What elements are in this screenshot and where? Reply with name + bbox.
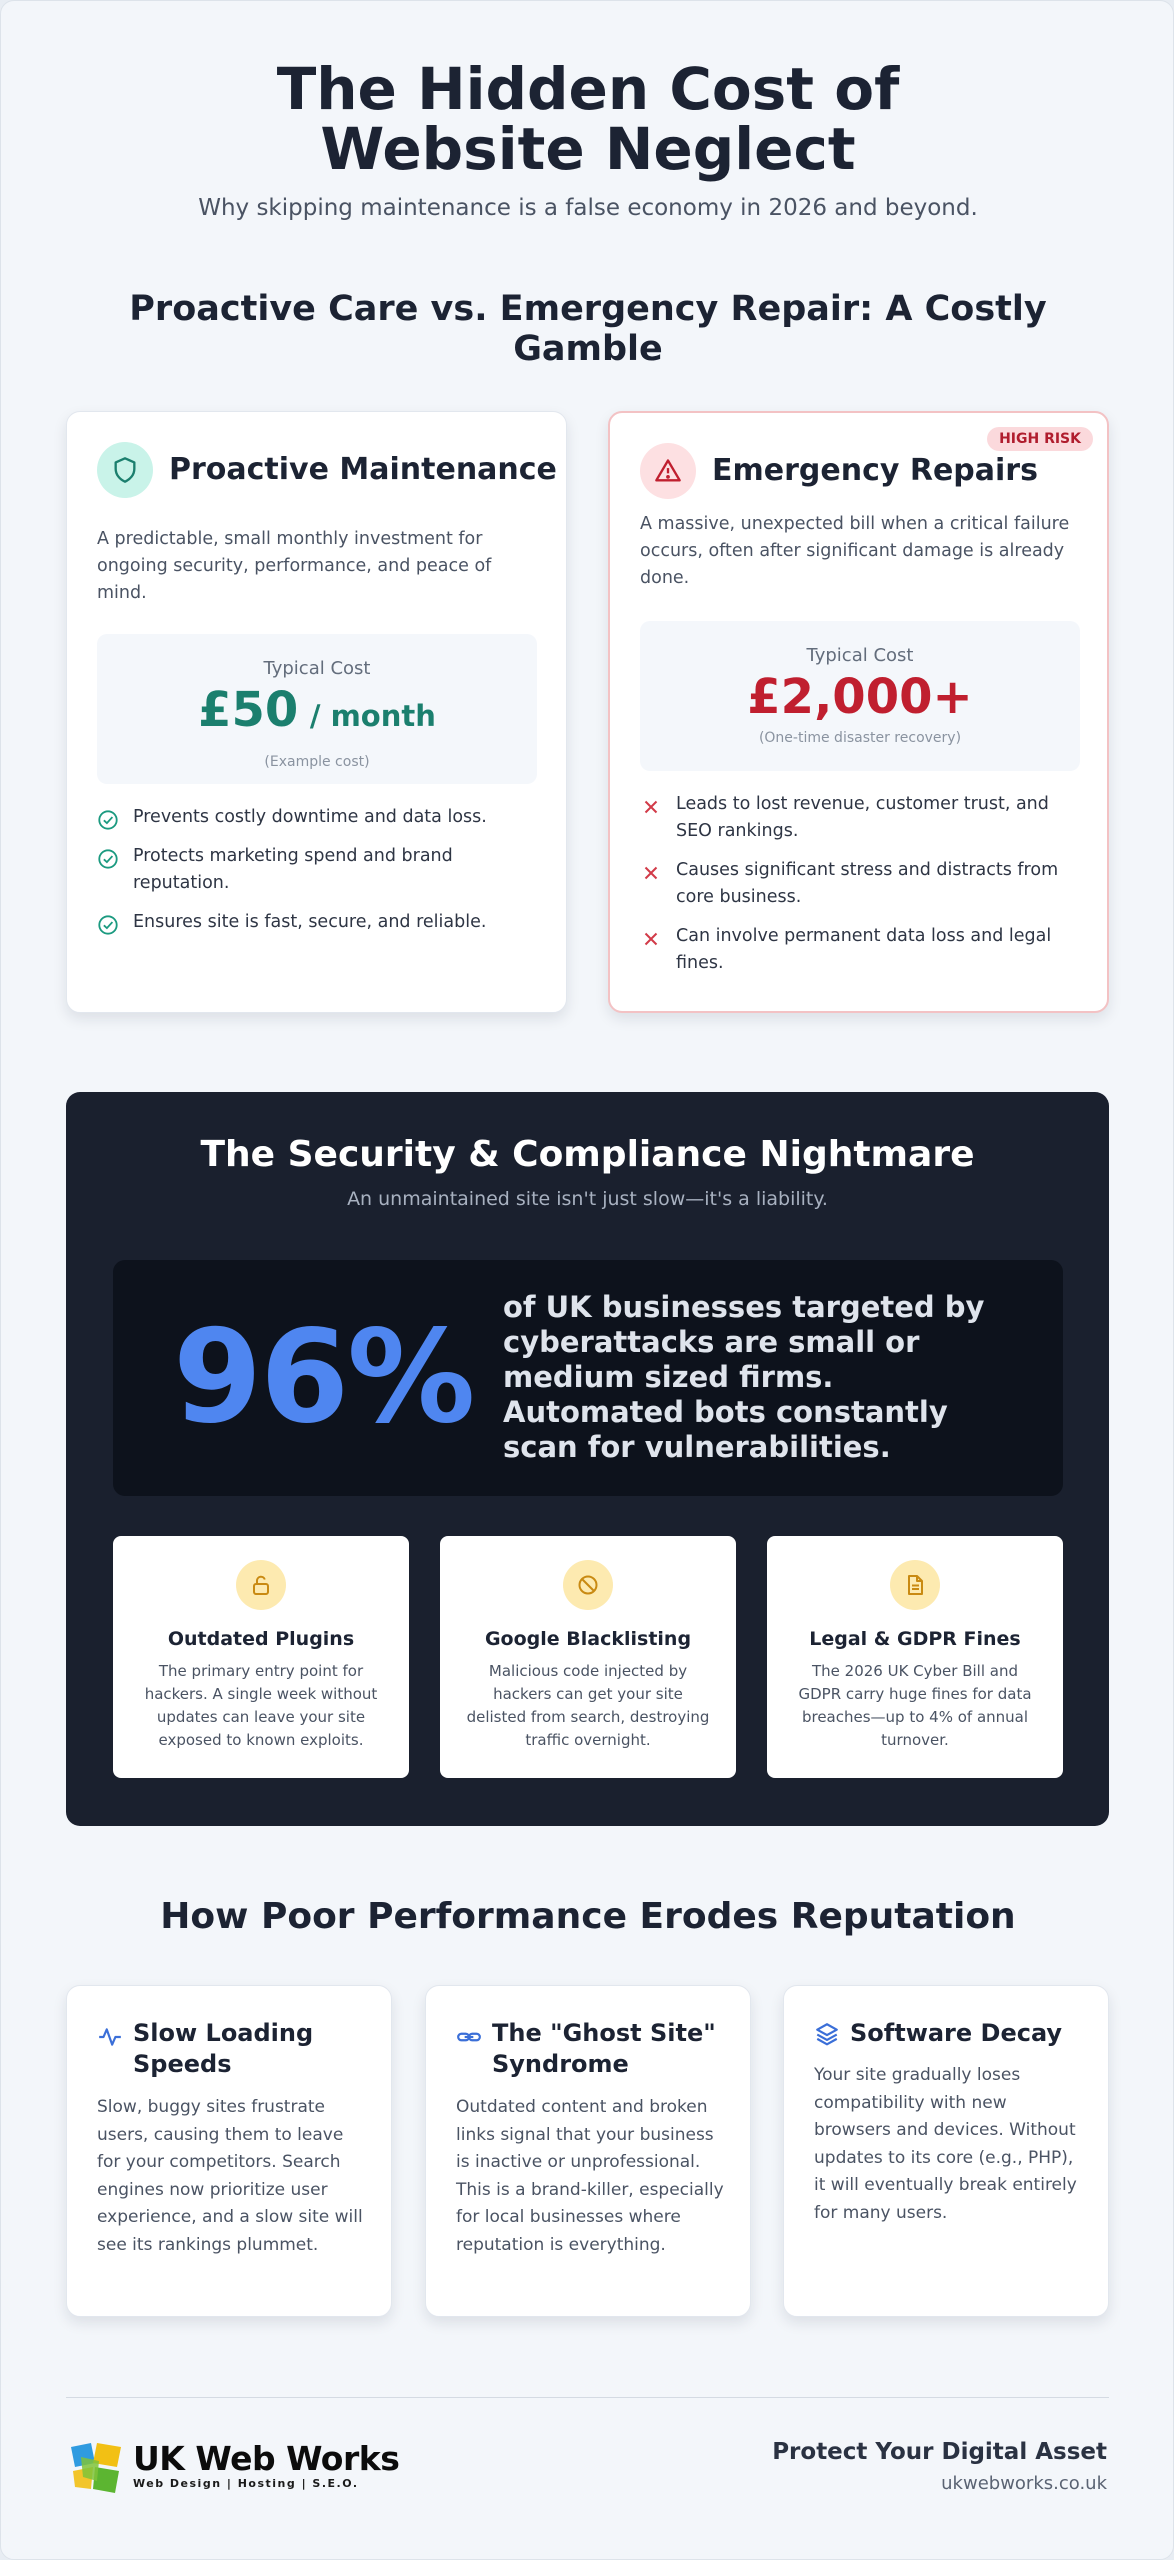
emergency-cost-box (640, 621, 1080, 771)
perf-card-slow-loading (66, 1985, 392, 2317)
perf-card-text: Outdated content and broken links signal that your business is inactive or unprofessional. This is a brand-killer, especially for local businesses where reputation is everything. (456, 2097, 724, 2255)
risk-card-legal-gdpr-fines (767, 1536, 1063, 1778)
warning-icon (640, 443, 696, 499)
logo-mark-icon (69, 2441, 125, 2495)
cost-note: (Example cost) (264, 754, 370, 770)
blocked-icon (563, 1560, 613, 1610)
proactive-cost-value (97, 683, 537, 748)
cost-period: / month (309, 699, 436, 733)
emergency-repairs-card (608, 411, 1109, 1013)
cost-amount: £50 (198, 682, 299, 738)
stat-text: of UK businesses targeted by cyberattacks are small or medium sized firms. Automated bots constantly scan for vulnerabilities. (503, 1290, 985, 1464)
proactive-card-header (97, 442, 557, 498)
perf-card-title: Slow Loading Speeds (133, 2019, 314, 2078)
check-circle-icon (97, 914, 119, 936)
perf-card-header (456, 2018, 750, 2080)
stat-value: 96% (173, 1303, 474, 1452)
risk-card-google-blacklisting (440, 1536, 736, 1778)
list-item (97, 843, 547, 897)
hero (1, 55, 1174, 221)
x-icon (640, 862, 662, 884)
activity-pulse-icon (97, 2024, 123, 2050)
cost-note: (One-time disaster recovery) (758, 730, 962, 746)
emergency-risk-list (640, 791, 1090, 989)
proactive-card-description: A predictable, small monthly investment for ongoing security, performance, and peace of mind. (97, 529, 492, 603)
footer-heading: Protect Your Digital Asset (772, 2439, 1107, 2465)
perf-card-header (814, 2018, 1062, 2049)
check-circle-icon (97, 809, 119, 831)
logo-text (133, 2441, 399, 2490)
emergency-card-header (640, 443, 1038, 499)
perf-card-ghost-site (425, 1985, 751, 2317)
comparison-title: Proactive Care vs. Emergency Repair: A Costly Gamble (129, 289, 1047, 369)
list-item-text: Causes significant stress and distracts from core business. (676, 860, 1059, 907)
footer-divider (66, 2397, 1109, 2398)
shield-icon (97, 442, 153, 498)
risk-text: Malicious code injected by hackers can get your site delisted from search, destroying traffic overnight. (466, 1662, 710, 1749)
unlocked-padlock-icon (236, 1560, 286, 1610)
security-title: The Security & Compliance Nightmare (200, 1134, 975, 1175)
risk-title: Outdated Plugins (167, 1628, 355, 1650)
stat-callout (113, 1260, 1063, 1496)
list-item (640, 857, 1090, 911)
proactive-maintenance-card (66, 411, 567, 1013)
page-subtitle: Why skipping maintenance is a false economy in 2026 and beyond. (198, 195, 978, 221)
proactive-benefit-list (97, 804, 547, 948)
perf-card-text: Slow, buggy sites frustrate users, causing them to leave for your competitors. Search engines now prioritize user experience, and a slow site will see its rankings plummet. (97, 2097, 363, 2255)
check-circle-icon (97, 848, 119, 870)
list-item (97, 909, 547, 936)
perf-card-software-decay (783, 1985, 1109, 2317)
risk-text: The primary entry point for hackers. A single week without updates can leave your site exposed to known exploits. (144, 1662, 378, 1749)
security-section (66, 1092, 1109, 1826)
risk-card-outdated-plugins (113, 1536, 409, 1778)
list-item (640, 923, 1090, 977)
footer-cta (772, 2439, 1107, 2494)
x-icon (640, 796, 662, 818)
security-subtitle: An unmaintained site isn't just slow—it's a liability. (347, 1188, 828, 1210)
list-item-text: Protects marketing spend and brand reputation. (133, 846, 453, 893)
proactive-card-title: Proactive Maintenance (169, 452, 557, 487)
risk-title: Legal & GDPR Fines (809, 1628, 1021, 1650)
layers-icon (814, 2019, 840, 2049)
perf-card-title: The "Ghost Site" Syndrome (492, 2019, 716, 2078)
performance-title: How Poor Performance Erodes Reputation (160, 1896, 1016, 1937)
page-title: The Hidden Cost of Website Neglect (276, 55, 900, 183)
company-logo[interactable] (69, 2441, 399, 2495)
document-icon (890, 1560, 940, 1610)
logo-name: UK Web Works (133, 2439, 400, 2478)
list-item (97, 804, 547, 831)
footer-url-link[interactable]: ukwebworks.co.uk (941, 2473, 1107, 2494)
proactive-cost-box (97, 634, 537, 784)
logo-tagline: Web Design | Hosting | S.E.O. (133, 2477, 359, 2490)
perf-card-header (97, 2018, 391, 2080)
emergency-card-title: Emergency Repairs (712, 453, 1038, 488)
risk-title: Google Blacklisting (484, 1628, 692, 1650)
x-icon (640, 928, 662, 950)
emergency-cost-value: £2,000+ (747, 669, 973, 725)
emergency-card-description: A massive, unexpected bill when a critical failure occurs, often after significant damage is already done. (640, 514, 1070, 588)
list-item (640, 791, 1090, 845)
list-item-text: Can involve permanent data loss and legal fines. (676, 926, 1052, 973)
list-item-text: Ensures site is fast, secure, and reliable. (133, 912, 487, 932)
list-item-text: Leads to lost revenue, customer trust, and SEO rankings. (676, 794, 1049, 841)
high-risk-badge: HIGH RISK (987, 427, 1093, 451)
perf-card-text: Your site gradually loses compatibility with new browsers and devices. Without updates to its core (e.g., PHP), it will eventually break entirely for many users. (814, 2065, 1077, 2223)
list-item-text: Prevents costly downtime and data loss. (133, 807, 487, 827)
risk-text: The 2026 UK Cyber Bill and GDPR carry huge fines for data breaches—up to 4% of annual turnover. (798, 1662, 1032, 1749)
cost-label: Typical Cost (263, 658, 371, 679)
cost-label: Typical Cost (806, 645, 914, 666)
link-icon (456, 2024, 482, 2050)
perf-card-title: Software Decay (850, 2019, 1063, 2047)
